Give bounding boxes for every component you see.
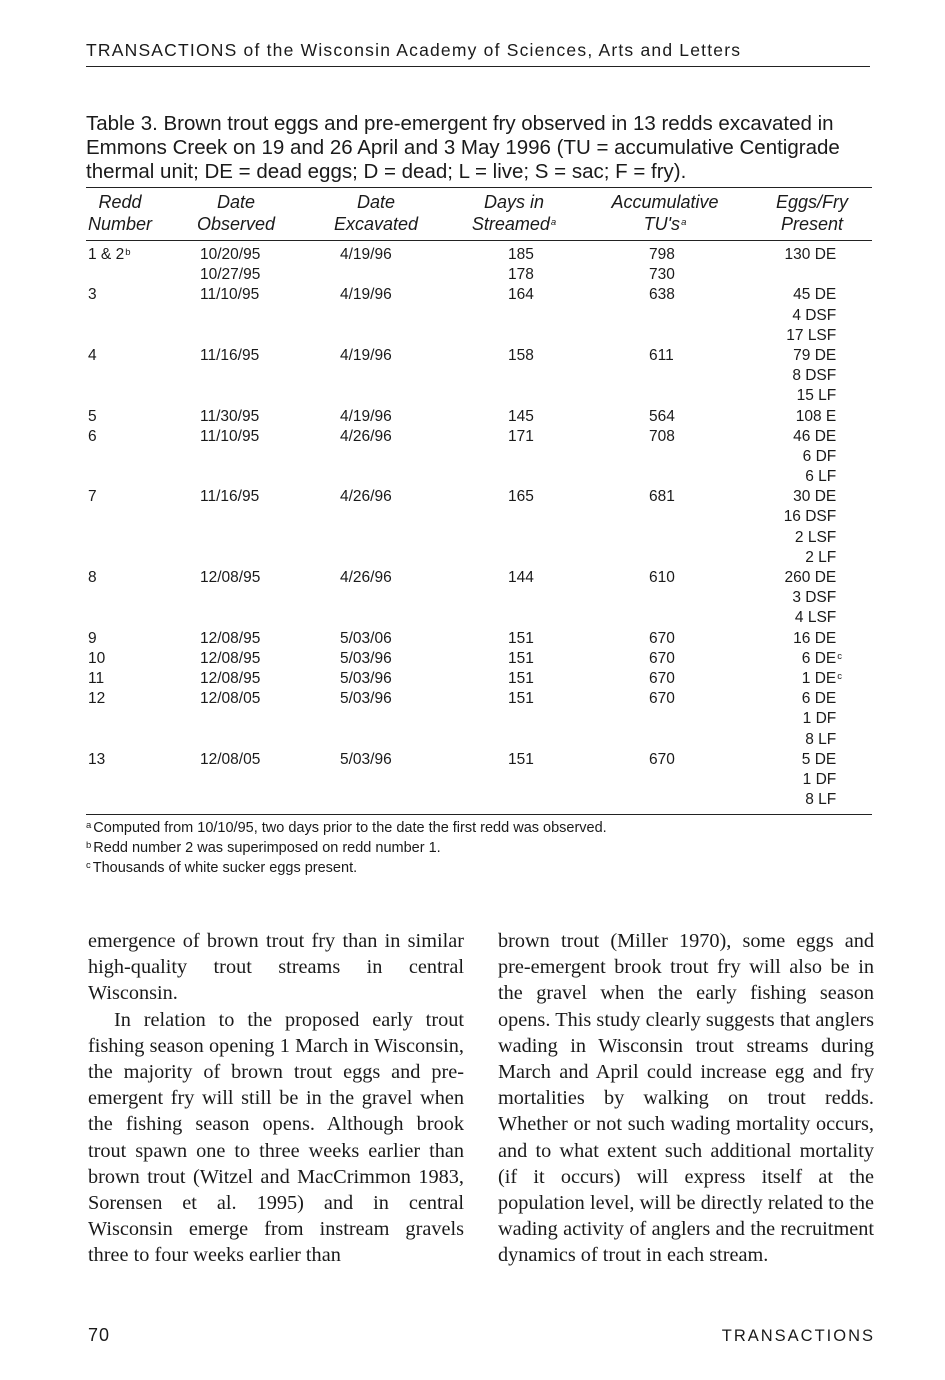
paragraph: brown trout (Miller 1970), some eggs and pre-emergent brook trout fry will also be in the gravel when the early fishing season opens. This study clearly suggests that anglers wading in Wisconsin trout streams during March and April could increase egg and fry mortalities by walking on trout redds. Whether or not such wading mortality occurs, and to what extent such additional mortality (if it occurs) will express itself at the population level, will be directly related to the wading activity of anglers and the recruitment dynamics of trout in each stream. [498,930,874,1267]
table-row [86,568,872,629]
cell-days-in-streambed: 165 [508,488,534,506]
table-row-line [86,447,872,467]
cell-days-in-streambed: 178 [508,266,534,284]
cell-redd-number: 12 [88,690,106,708]
table-row-line [86,750,872,770]
cell-date-observed: 12/08/95 [200,569,261,586]
cell-eggs-fry-present: 130 DE [784,246,837,263]
body-column-right [498,928,874,1269]
cell-date-excavated: 4/19/96 [340,346,392,364]
footnote: $^a$ Computed from 10/10/95, two days prior to the date the first redd was observed. [86,820,607,836]
cell-date-excavated: 4/26/96 [340,488,392,506]
running-head: TRANSACTIONS of the Wisconsin Academy of Sciences, Arts and Letters [86,40,870,67]
cell-redd-number: 1 & 2$^b$ [88,246,131,263]
table-row-line [86,568,872,588]
table-row-line [86,528,872,548]
cell-date-observed: 12/08/05 [200,690,261,708]
table-footnotes [86,818,872,878]
cell-date-excavated: 4/26/96 [340,427,392,445]
cell-accumulative-tu: 670 [649,629,675,647]
table-row-line [86,629,872,649]
cell-date-excavated: 5/03/96 [340,750,392,768]
header-eggs-fry-present: Eggs/Fry Present [775,192,849,234]
cell-date-excavated: 5/03/96 [340,669,392,687]
cell-accumulative-tu: 670 [649,669,675,687]
header-date-observed: Date Observed [196,192,276,234]
cell-redd-number: 13 [88,750,106,768]
cell-date-excavated: 5/03/06 [340,629,392,647]
cell-eggs-fry-present: 16 DSF [783,508,837,526]
header-days-in-streambed: Days in Streamed$^a$ [471,192,557,234]
cell-days-in-streambed: 151 [508,669,534,687]
cell-eggs-fry-present: 4 DSF [792,306,837,324]
data-table [86,187,872,815]
cell-eggs-fry-present: 1 $DE^c$ [801,669,842,687]
cell-days-in-streambed: 151 [508,649,534,667]
table-row-line [86,649,872,669]
cell-date-excavated: 4/19/96 [340,246,392,263]
table-row-line [86,467,872,487]
table-row-line [86,709,872,729]
table-row-line [86,689,872,709]
cell-eggs-fry-present: 6 LF [805,468,837,486]
cell-date-observed: 11/10/95 [200,286,260,304]
cell-eggs-fry-present: 17 LSF [786,326,837,344]
cell-redd-number: 9 [88,629,97,647]
cell-eggs-fry-present: 260 DE [784,569,837,586]
header-date-excavated: Date Excavated [333,192,419,234]
paragraph: emergence of brown trout fry than in similar high-quality trout streams in central Wisconsin. [88,930,464,1005]
table-row-line [86,790,872,810]
cell-days-in-streambed: 164 [508,286,534,304]
table-row-line [86,386,872,406]
cell-eggs-fry-present: 4 LSF [794,609,837,627]
cell-accumulative-tu: 610 [649,569,675,586]
paragraph: In relation to the proposed early trout fishing season opening 1 March in Wisconsin, the majority of brown trout eggs and pre-emergent fry will still be in the gravel when the fishing season opens. Although brook trout spawn one to three weeks earlier than brown trout (Witzel and MacCrimmon 1983, Sorensen et al. 1995) and in central Wisconsin emerge from instream gravels three to four weeks earlier than [88,1008,464,1267]
cell-date-observed: 12/08/05 [200,750,261,768]
body-column-left [88,928,464,1269]
cell-accumulative-tu: 681 [649,488,675,506]
table-row-line [86,306,872,326]
cell-date-observed: 12/08/95 [200,669,261,687]
cell-redd-number: 7 [88,488,97,506]
table-row [86,407,872,427]
cell-redd-number: 8 [88,569,97,586]
table-row-line [86,487,872,507]
cell-eggs-fry-present: 6 $DE^c$ [801,649,842,667]
table-row-line [86,730,872,750]
table-caption: Table 3. Brown trout eggs and pre-emergent fry observed in 13 redds excavated in Emmons Creek on 19 and 26 April and 3 May 1996 (TU = accumulative Centigrade thermal unit; DE = dead eggs; D = dead; L = live; S = sac; F = fry). [86,112,840,183]
table-row-line [86,548,872,568]
table-row-line [86,770,872,790]
cell-eggs-fry-present: 30 DE [793,488,837,506]
cell-eggs-fry-present: 8 LF [805,730,837,748]
table-row-line [86,326,872,346]
cell-date-observed: 11/16/95 [200,488,260,506]
cell-days-in-streambed: 151 [508,690,534,708]
cell-eggs-fry-present: 16 DE [793,629,837,647]
cell-days-in-streambed: 158 [508,346,534,364]
cell-accumulative-tu: 670 [649,690,675,708]
cell-date-excavated: 4/26/96 [340,569,392,586]
cell-accumulative-tu: 638 [649,286,675,304]
cell-days-in-streambed: 144 [508,569,534,586]
cell-date-excavated: 4/19/96 [340,407,392,425]
table-row-line [86,346,872,366]
cell-eggs-fry-present: 3 DSF [792,589,837,607]
cell-date-observed: 10/20/95 [200,246,261,263]
table-row-line [86,669,872,689]
cell-accumulative-tu: 564 [649,407,675,425]
cell-eggs-fry-present: 2 LF [805,548,837,566]
table-row [86,346,872,407]
cell-accumulative-tu: 730 [649,266,675,284]
table-row-line [86,285,872,305]
table-body [86,241,872,814]
cell-date-observed: 10/27/95 [200,266,261,284]
cell-eggs-fry-present: 108 E [795,407,837,425]
cell-date-observed: 12/08/95 [200,649,261,667]
cell-redd-number: 3 [88,286,97,304]
cell-days-in-streambed: 151 [508,750,534,768]
table-row [86,285,872,346]
cell-days-in-streambed: 171 [508,427,534,445]
header-accumulative-tu: Accumulative $TU's^a$ [611,192,719,234]
journal-footer: TRANSACTIONS [721,1327,875,1345]
cell-eggs-fry-present: 2 LSF [794,528,837,546]
cell-redd-number: 11 [88,669,105,687]
cell-accumulative-tu: 611 [649,346,674,364]
table-header [86,188,872,241]
cell-eggs-fry-present: 79 DE [793,346,837,364]
cell-accumulative-tu: 670 [649,750,675,768]
cell-date-excavated: 4/19/96 [340,286,392,304]
cell-date-observed: 11/16/95 [200,346,260,364]
table-row [86,427,872,488]
table-row [86,750,872,811]
table-row [86,245,872,285]
table-row-line [86,427,872,447]
cell-date-excavated: 5/03/96 [340,649,392,667]
cell-redd-number: 5 [88,407,97,425]
cell-eggs-fry-present: 45 DE [793,286,837,304]
cell-date-observed: 11/30/95 [200,407,260,425]
cell-accumulative-tu: 670 [649,649,675,667]
table-row-line [86,245,872,265]
cell-redd-number: 6 [88,427,97,445]
table-row [86,487,872,568]
cell-days-in-streambed: 151 [508,629,534,647]
cell-date-observed: 12/08/95 [200,629,261,647]
table-row [86,669,872,689]
cell-redd-number: 10 [88,649,106,667]
cell-eggs-fry-present: 8 DSF [792,367,837,385]
cell-eggs-fry-present: 6 DF [802,447,837,465]
cell-eggs-fry-present: 46 DE [793,427,837,445]
footnote: $^b$ Redd number 2 was superimposed on redd number 1. [86,840,441,856]
table-row-line [86,407,872,427]
cell-eggs-fry-present: 1 DF [802,710,837,728]
table-row [86,629,872,649]
footnote: $^c$ Thousands of white sucker eggs present. [86,860,358,876]
cell-eggs-fry-present: 5 DE [801,750,837,768]
cell-accumulative-tu: 708 [649,427,675,445]
cell-eggs-fry-present: 8 LF [805,791,837,809]
table-row-line [86,608,872,628]
table-row [86,689,872,750]
cell-days-in-streambed: 145 [508,407,534,425]
table-row [86,649,872,669]
cell-eggs-fry-present: 15 LF [796,387,837,405]
cell-days-in-streambed: 185 [508,246,534,263]
cell-date-excavated: 5/03/96 [340,690,392,708]
table-row-line [86,588,872,608]
cell-date-observed: 11/10/95 [200,427,260,445]
page-number: 70 [88,1325,111,1345]
cell-eggs-fry-present: 1 DF [802,770,837,788]
header-redd-number: Redd Number [87,192,153,234]
table-row-line [86,507,872,527]
table-row-line [86,366,872,386]
table-row-line [86,265,872,285]
cell-redd-number: 4 [88,346,97,364]
cell-eggs-fry-present: 6 DE [801,690,837,708]
cell-accumulative-tu: 798 [649,246,675,263]
